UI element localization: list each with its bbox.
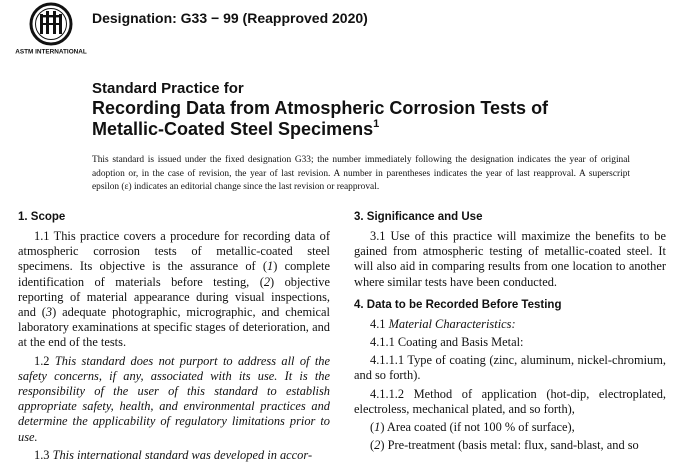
- item2-text: ) Pre-treatment (basis metal: flux, sand-blast, and so: [380, 438, 639, 453]
- title-line-3-text: Metallic-Coated Steel Specimens: [92, 119, 374, 139]
- designation: Designation: G33 − 99 (Reapproved 2020): [92, 10, 368, 26]
- p4-1-text: Material Characteristics:: [388, 316, 516, 331]
- title-line-3: [92, 119, 652, 140]
- paragraph-4-1-1: 4.1.1 Coating and Basis Metal:: [370, 335, 524, 350]
- significance-heading: 3. Significance and Use: [354, 211, 483, 223]
- paragraph-4-1: [354, 317, 666, 332]
- document-title: [92, 80, 652, 140]
- item1-open: (: [370, 420, 375, 435]
- item2-open: (: [370, 438, 375, 453]
- paragraph-1-1: [18, 229, 330, 351]
- item1-text: ) Area coated (if not 100 % of surface),: [380, 420, 575, 435]
- list-item-2: [354, 438, 666, 453]
- right-column: [354, 210, 666, 456]
- p1-3-text: This international standard was developed in accor-: [52, 447, 313, 462]
- p1-1-num-3: 3: [45, 305, 53, 320]
- p1-1-part-a: 1.1 This practice covers a procedure for recording data of atmospheric corrosion tests of metallic-coated steel specimens. Its objective is the assurance of (: [18, 229, 330, 274]
- data-recorded-heading: 4. Data to be Recorded Before Testing: [354, 298, 562, 311]
- scope-heading: 1. Scope: [18, 211, 66, 223]
- astm-logo: [15, 2, 87, 58]
- item1-num: 1: [374, 420, 381, 435]
- p1-2-text: This standard does not purport to address all of the safety concerns, if any, associated with its use. It is the responsibility of the user of this standard to establish appropriate safety, health, and environmental practices and determine the applicability of regulatory limitations prior to use.: [18, 353, 330, 444]
- p1-1-part-c: ) objective reporting of material appearance during visual inspections, and (: [18, 274, 330, 320]
- p1-2-number: 1.2: [34, 353, 55, 368]
- title-footnote-mark: 1: [373, 118, 380, 130]
- p1-1-part-b: ) complete identification of materials before testing, (: [18, 259, 330, 289]
- paragraph-4-1-1-2: 4.1.1.2 Method of application (hot-dip, electroplated, electroless, mechanical plated, and so forth),: [354, 386, 666, 416]
- paragraph-1-2: [18, 354, 330, 445]
- p1-1-num-1: 1: [267, 259, 274, 274]
- logo-text: ASTM INTERNATIONAL: [15, 48, 87, 56]
- list-item-1: [354, 420, 666, 435]
- designation-notice: This standard is issued under the fixed designation G33; the number immediately following the designation indicates the year of original adoption or, in the case of revision, the year of last revision. A number in parentheses indicates the year of last reapproval. A superscript epsilon (ε) indicates an editorial change since the last revision or reapproval.: [92, 155, 630, 192]
- title-line-2: Recording Data from Atmospheric Corrosion Tests of: [92, 98, 549, 118]
- item2-num: 2: [374, 438, 381, 453]
- title-line-1: Standard Practice for: [92, 80, 244, 97]
- paragraph-1-3: [18, 448, 330, 463]
- paragraph-3-1: 3.1 Use of this practice will maximize the benefits to be gained from atmospheric testing of metallic-coated steel. It will also aid in comparing results from one location to another where similar tests have been conducted.: [354, 229, 666, 289]
- paragraph-4-1-1-1: 4.1.1.1 Type of coating (zinc, aluminum, nickel-chromium, and so forth).: [354, 353, 666, 383]
- p4-1-number: 4.1: [370, 316, 389, 331]
- left-column: [18, 210, 330, 466]
- p1-3-number: 1.3: [34, 447, 53, 462]
- p1-1-part-d: ) adequate photographic, micrographic, and chemical laboratory examinations at specific stages of deterioration, and at the end of the tests.: [18, 305, 330, 350]
- p1-1-num-2: 2: [263, 274, 271, 289]
